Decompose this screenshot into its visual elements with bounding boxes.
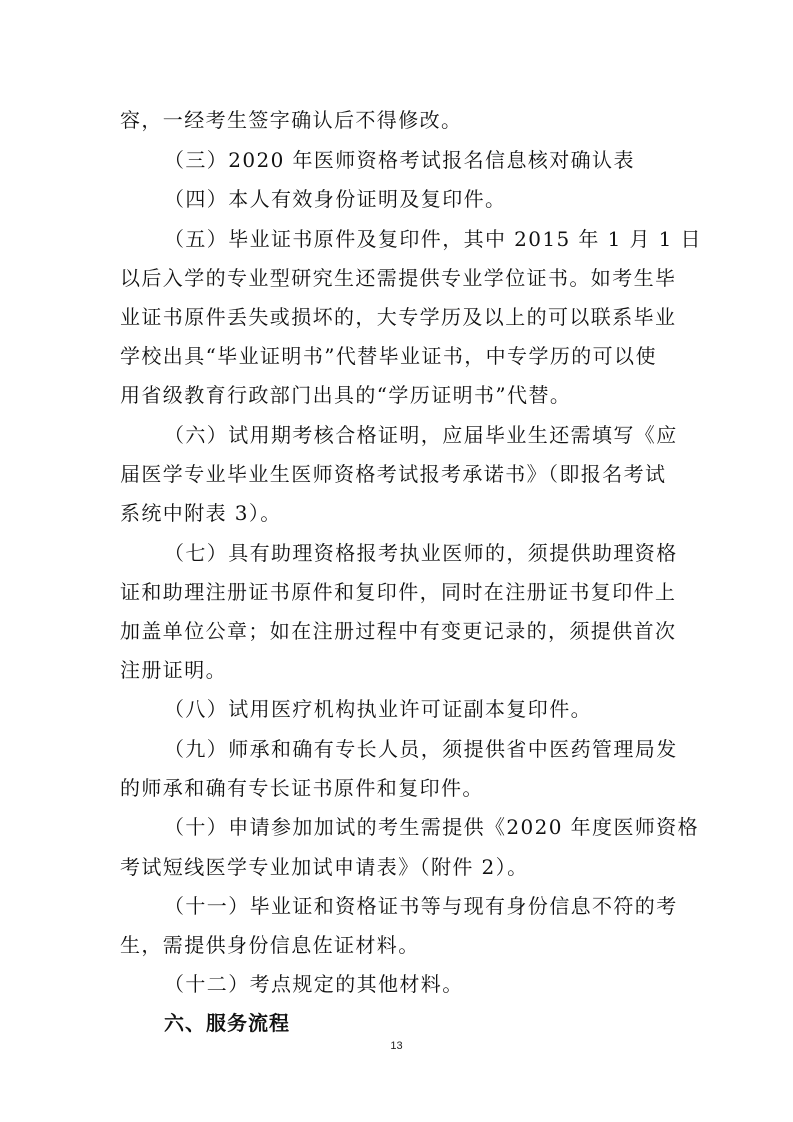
text-line: 加盖单位公章；如在注册过程中有变更记录的，须提供首次 — [120, 619, 677, 643]
text-line: 业证书原件丢失或损坏的，大专学历及以上的可以联系毕业 — [120, 305, 677, 329]
text-line: （十）申请参加加试的考生需提供《2020 年度医师资格 — [164, 815, 700, 839]
text-line: （四）本人有效身份证明及复印件。 — [164, 187, 507, 211]
text-line: 证和助理注册证书原件和复印件，同时在注册证书复印件上 — [120, 580, 677, 604]
text-line: 用省级教育行政部门出具的“学历证明书”代替。 — [120, 383, 572, 407]
text-line: 学校出具“毕业证明书”代替毕业证书，中专学历的可以使 — [120, 344, 657, 368]
text-line: 系统中附表 3）。 — [120, 501, 282, 525]
section-heading: 六、服务流程 — [164, 1011, 290, 1035]
text-line: （三）2020 年医师资格考试报名信息核对确认表 — [164, 148, 635, 172]
text-line: （六）试用期考核合格证明，应届毕业生还需填写《应 — [164, 423, 678, 447]
text-line: 的师承和确有专长证书原件和复印件。 — [120, 776, 484, 800]
text-line: （五）毕业证书原件及复印件，其中 2015 年 1 月 1 日 — [164, 227, 702, 251]
text-line: （十一）毕业证和资格证书等与现有身份信息不符的考 — [164, 894, 678, 918]
text-line: 注册证明。 — [120, 658, 227, 682]
text-line: （八）试用医疗机构执业许可证副本复印件。 — [164, 697, 592, 721]
text-line: 届医学专业毕业生医师资格考试报考承诺书》（即报名考试 — [120, 462, 667, 486]
text-line: 生，需提供身份信息佐证材料。 — [120, 933, 420, 957]
text-line: （九）师承和确有专长人员，须提供省中医药管理局发 — [164, 737, 678, 761]
page-number: 13 — [390, 1040, 403, 1052]
text-line: 容，一经考生签字确认后不得修改。 — [120, 108, 463, 132]
text-line: 考试短线医学专业加试申请表》（附件 2）。 — [120, 855, 529, 879]
text-line: （七）具有助理资格报考执业医师的，须提供助理资格 — [164, 541, 678, 565]
text-line: （十二）考点规定的其他材料。 — [164, 972, 464, 996]
text-line: 以后入学的专业型研究生还需提供专业学位证书。如考生毕 — [120, 266, 677, 290]
